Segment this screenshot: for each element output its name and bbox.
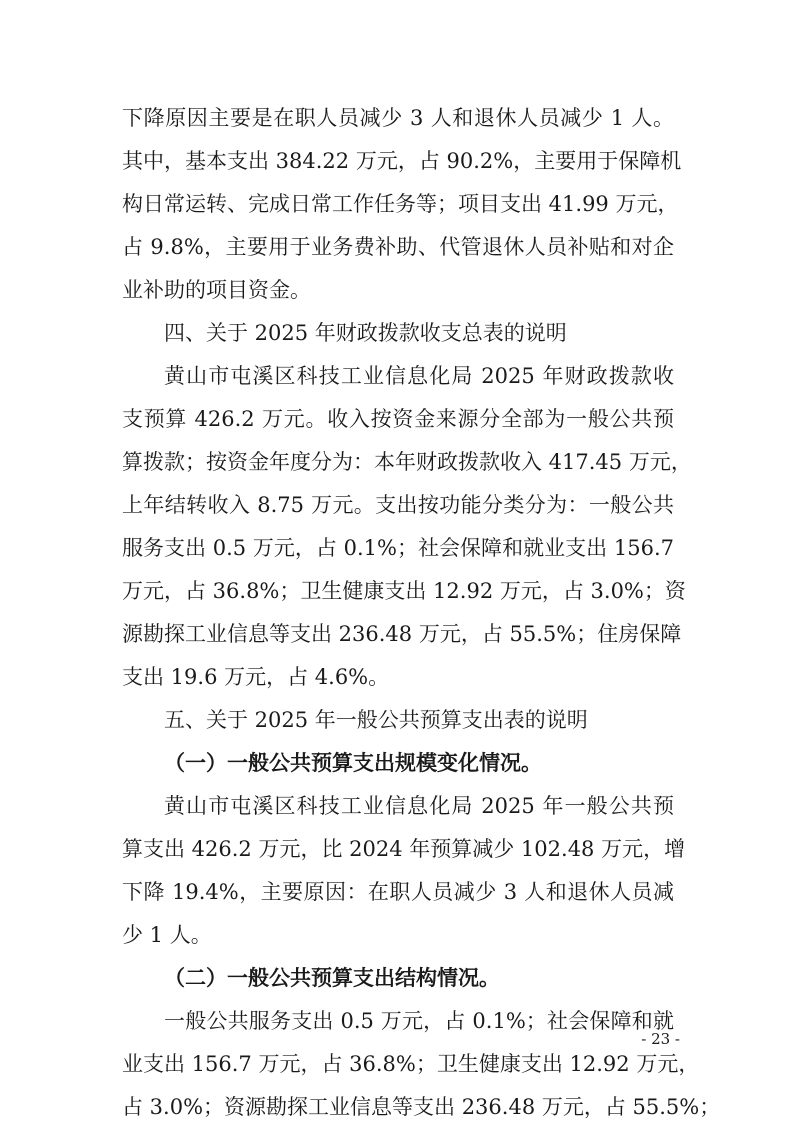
subsection-heading: （二）一般公共预算支出结构情况。 <box>164 965 500 990</box>
section-heading: 五、关于 2025 年一般公共预算支出表的说明 <box>164 708 588 732</box>
text-line: 源勘探工业信息等支出 236.48 万元，占 55.5%；住房保障 <box>122 622 682 646</box>
section-heading: 四、关于 2025 年财政拨款收支总表的说明 <box>164 321 567 345</box>
text-line: 支出 19.6 万元，占 4.6%。 <box>122 665 390 689</box>
text-line: 业补助的项目资金。 <box>122 278 311 302</box>
text-line: 算拨款；按资金年度分为：本年财政拨款收入 417.45 万元， <box>122 450 692 474</box>
text-line: 算支出 426.2 万元，比 2024 年预算减少 102.48 万元，增 <box>122 837 686 861</box>
text-line: 黄山市屯溪区科技工业信息化局 2025 年一般公共预 <box>164 794 674 818</box>
text-line: 下降原因主要是在职人员减少 3 人和退休人员减少 1 人。 <box>122 106 674 130</box>
text-line: 业支出 156.7 万元，占 36.8%；卫生健康支出 12.92 万元， <box>122 1052 700 1076</box>
text-line: 一般公共服务支出 0.5 万元，占 0.1%；社会保障和就 <box>164 1009 674 1033</box>
text-line: 少 1 人。 <box>122 923 212 947</box>
text-line: 上年结转收入 8.75 万元。支出按功能分类分为：一般公共 <box>122 493 674 517</box>
text-line: 下降 19.4%，主要原因：在职人员减少 3 人和退休人员减 <box>122 880 674 904</box>
text-line: 服务支出 0.5 万元，占 0.1%；社会保障和就业支出 156.7 <box>122 536 674 560</box>
subsection-heading: （一）一般公共预算支出规模变化情况。 <box>164 750 542 775</box>
text-line: 占 9.8%，主要用于业务费补助、代管退休人员补贴和对企 <box>122 235 674 259</box>
text-line: 构日常运转、完成日常工作任务等；项目支出 41.99 万元， <box>122 192 679 216</box>
text-line: 支预算 426.2 万元。收入按资金来源分全部为一般公共预 <box>122 407 674 431</box>
text-line: 万元，占 36.8%；卫生健康支出 12.92 万元，占 3.0%；资 <box>122 579 686 603</box>
text-line: 黄山市屯溪区科技工业信息化局 2025 年财政拨款收 <box>164 364 674 388</box>
text-line: 其中，基本支出 384.22 万元，占 90.2%，主要用于保障机 <box>122 149 682 173</box>
text-line: 占 3.0%；资源勘探工业信息等支出 236.48 万元，占 55.5%； <box>122 1095 721 1119</box>
page-number: - 23 - <box>641 1030 680 1048</box>
